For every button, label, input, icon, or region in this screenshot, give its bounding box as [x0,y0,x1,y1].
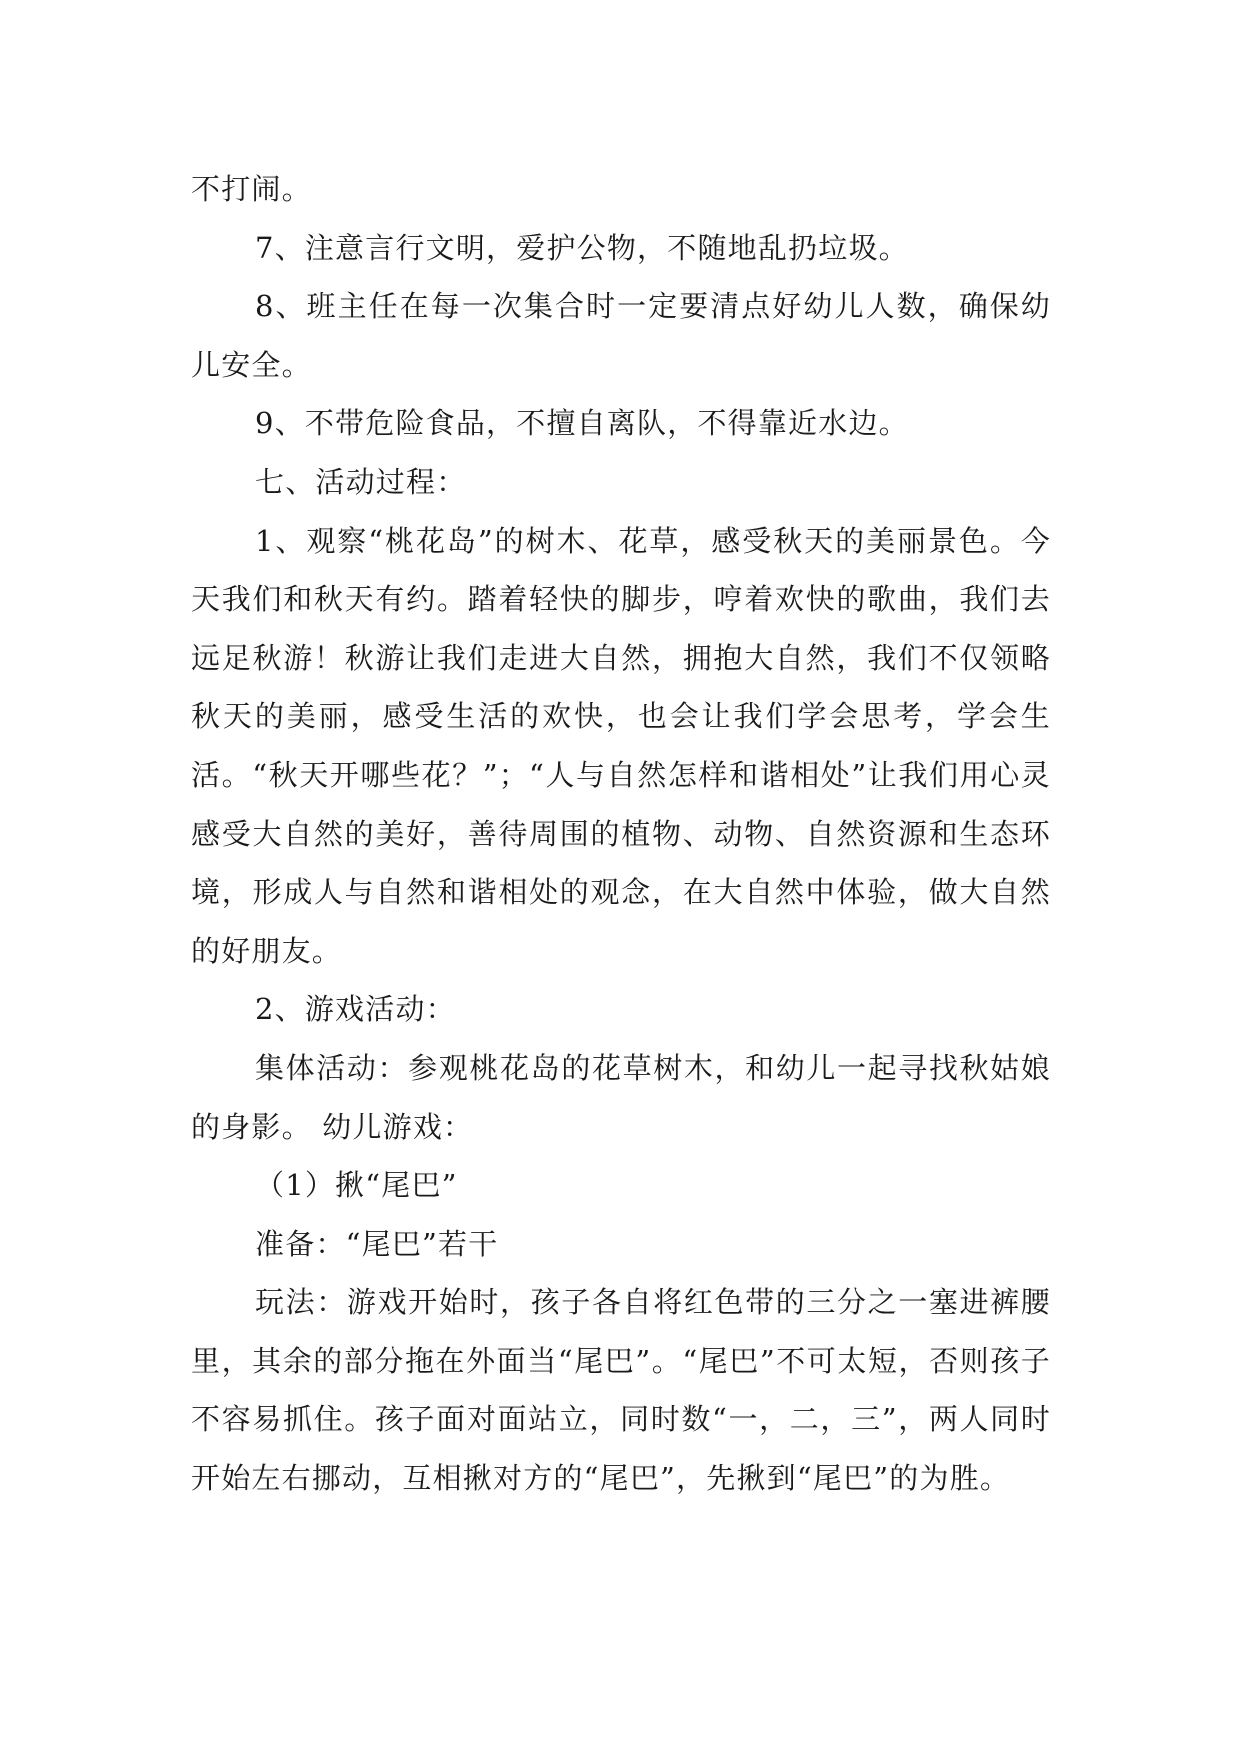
section-heading-activity-process: 七、活动过程： [255,464,467,499]
paragraph-rule-7: 7、注意言行文明，爱护公物，不随地乱扔垃圾。 [255,230,909,265]
paragraph-how-to-play: 玩法：游戏开始时，孩子各自将红色带的三分之一塞进裤腰里，其余的部分拖在外面当“尾巴”。“尾巴”不可太短，否则孩子不容易抓住。孩子面对面站立，同时数“一，二，三”，两人同时开始左右挪动，互相揪对方的“尾巴”，先揪到“尾巴”的为胜。 [191,1285,1051,1496]
paragraph-group-activity: 集体活动：参观桃花岛的花草树木，和幼儿一起寻找秋姑娘的身影。 幼儿游戏： [191,1050,1051,1144]
document-body [191,160,1051,1508]
paragraph-preparation: 准备：“尾巴”若干 [255,1226,499,1261]
paragraph-rule-9: 9、不带危险食品，不擅自离队，不得靠近水边。 [255,406,909,441]
paragraph-game-activity: 2、游戏活动： [255,992,456,1027]
paragraph-game-title: （1）揪“尾巴” [255,1168,458,1203]
paragraph-continuation: 不打闹。 [191,172,312,206]
paragraph-observe: 1、观察“桃花岛”的树木、花草，感受秋天的美丽景色。今天我们和秋天有约。踏着轻快的脚步，哼着欢快的歌曲，我们去远足秋游！秋游让我们走进大自然，拥抱大自然，我们不仅领略秋天的美丽，感受生活的欢快，也会让我们学会思考，学会生活。“秋天开哪些花？”；“人与自然怎样和谐相处”让我们用心灵感受大自然的美好，善待周围的植物、动物、自然资源和生态环境，形成人与自然和谐相处的观念，在大自然中体验，做大自然的好朋友。 [191,523,1051,968]
paragraph-rule-8: 8、班主任在每一次集合时一定要清点好幼儿人数，确保幼儿安全。 [191,289,1051,382]
